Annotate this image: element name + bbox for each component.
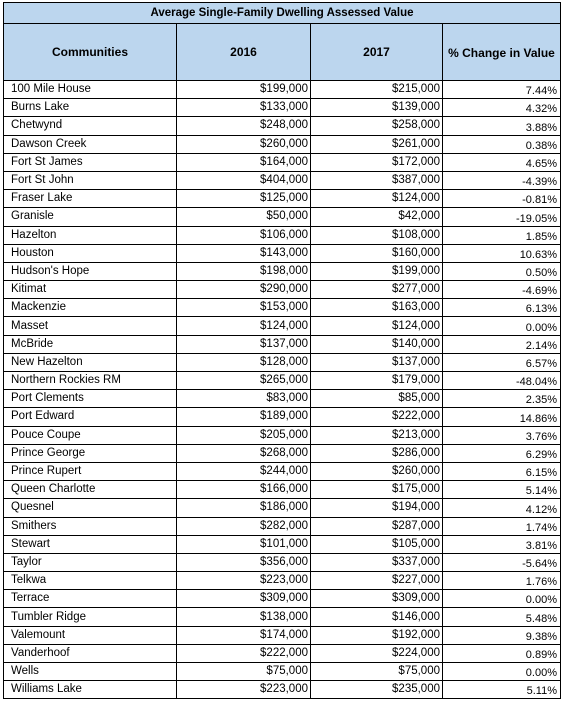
- community-cell: Mackenzie: [4, 299, 177, 317]
- value-2016-cell: $356,000: [177, 553, 311, 571]
- value-2017-cell: $108,000: [311, 226, 443, 244]
- value-2017-cell: $215,000: [311, 81, 443, 99]
- value-2016-cell: $174,000: [177, 626, 311, 644]
- table-row: [4, 626, 561, 644]
- value-2016-cell: $282,000: [177, 517, 311, 535]
- value-2017-cell: $387,000: [311, 171, 443, 189]
- community-cell: Quesnel: [4, 499, 177, 517]
- table-row: [4, 535, 561, 553]
- value-2017-cell: $258,000: [311, 117, 443, 135]
- pct-change-cell: -0.81%: [443, 190, 561, 208]
- table-row: [4, 353, 561, 371]
- value-2017-cell: $124,000: [311, 317, 443, 335]
- table-row: [4, 481, 561, 499]
- table-row: [4, 426, 561, 444]
- table-row: [4, 663, 561, 681]
- table-row: [4, 517, 561, 535]
- pct-change-cell: -48.04%: [443, 372, 561, 390]
- value-2016-cell: $101,000: [177, 535, 311, 553]
- value-2017-cell: $163,000: [311, 299, 443, 317]
- community-cell: Houston: [4, 244, 177, 262]
- header-communities: Communities: [4, 24, 177, 81]
- value-2016-cell: $223,000: [177, 681, 311, 699]
- table-title: Average Single-Family Dwelling Assessed Value: [4, 3, 561, 24]
- community-cell: Burns Lake: [4, 99, 177, 117]
- value-2017-cell: $222,000: [311, 408, 443, 426]
- pct-change-cell: 6.13%: [443, 299, 561, 317]
- value-2016-cell: $223,000: [177, 572, 311, 590]
- table-row: [4, 590, 561, 608]
- value-2017-cell: $261,000: [311, 135, 443, 153]
- community-cell: Williams Lake: [4, 681, 177, 699]
- value-2016-cell: $199,000: [177, 81, 311, 99]
- pct-change-cell: 2.14%: [443, 335, 561, 353]
- value-2017-cell: $235,000: [311, 681, 443, 699]
- pct-change-cell: 3.76%: [443, 426, 561, 444]
- pct-change-cell: 0.89%: [443, 644, 561, 662]
- pct-change-cell: 5.48%: [443, 608, 561, 626]
- pct-change-cell: 0.38%: [443, 135, 561, 153]
- community-cell: Taylor: [4, 553, 177, 571]
- value-2017-cell: $227,000: [311, 572, 443, 590]
- pct-change-cell: 2.35%: [443, 390, 561, 408]
- value-2016-cell: $205,000: [177, 426, 311, 444]
- value-2016-cell: $290,000: [177, 281, 311, 299]
- table-row: [4, 644, 561, 662]
- value-2017-cell: $199,000: [311, 262, 443, 280]
- community-cell: Port Edward: [4, 408, 177, 426]
- value-2017-cell: $140,000: [311, 335, 443, 353]
- pct-change-cell: 1.76%: [443, 572, 561, 590]
- value-2017-cell: $172,000: [311, 153, 443, 171]
- table-row: [4, 553, 561, 571]
- pct-change-cell: -4.69%: [443, 281, 561, 299]
- community-cell: Port Clements: [4, 390, 177, 408]
- value-2016-cell: $222,000: [177, 644, 311, 662]
- table-row: [4, 608, 561, 626]
- value-2016-cell: $106,000: [177, 226, 311, 244]
- pct-change-cell: 0.00%: [443, 663, 561, 681]
- header-2017: 2017: [311, 24, 443, 81]
- pct-change-cell: 4.12%: [443, 499, 561, 517]
- community-cell: Hazelton: [4, 226, 177, 244]
- pct-change-cell: 4.65%: [443, 153, 561, 171]
- pct-change-cell: 9.38%: [443, 626, 561, 644]
- community-cell: Dawson Creek: [4, 135, 177, 153]
- pct-change-cell: 7.44%: [443, 81, 561, 99]
- value-2016-cell: $83,000: [177, 390, 311, 408]
- community-cell: Pouce Coupe: [4, 426, 177, 444]
- community-cell: Fort St John: [4, 171, 177, 189]
- table-row: [4, 208, 561, 226]
- pct-change-cell: 0.50%: [443, 262, 561, 280]
- value-2016-cell: $244,000: [177, 462, 311, 480]
- value-2016-cell: $153,000: [177, 299, 311, 317]
- table-row: [4, 335, 561, 353]
- community-cell: Telkwa: [4, 572, 177, 590]
- value-2017-cell: $139,000: [311, 99, 443, 117]
- pct-change-cell: 6.15%: [443, 462, 561, 480]
- value-2017-cell: $194,000: [311, 499, 443, 517]
- value-2016-cell: $166,000: [177, 481, 311, 499]
- community-cell: New Hazelton: [4, 353, 177, 371]
- pct-change-cell: 14.86%: [443, 408, 561, 426]
- assessed-value-table: [3, 2, 561, 699]
- pct-change-cell: -19.05%: [443, 208, 561, 226]
- value-2016-cell: $248,000: [177, 117, 311, 135]
- value-2016-cell: $143,000: [177, 244, 311, 262]
- value-2016-cell: $128,000: [177, 353, 311, 371]
- value-2016-cell: $404,000: [177, 171, 311, 189]
- value-2017-cell: $213,000: [311, 426, 443, 444]
- value-2017-cell: $179,000: [311, 372, 443, 390]
- value-2016-cell: $138,000: [177, 608, 311, 626]
- value-2016-cell: $50,000: [177, 208, 311, 226]
- pct-change-cell: 6.29%: [443, 444, 561, 462]
- community-cell: Smithers: [4, 517, 177, 535]
- pct-change-cell: 5.11%: [443, 681, 561, 699]
- pct-change-cell: 0.00%: [443, 317, 561, 335]
- pct-change-cell: 0.00%: [443, 590, 561, 608]
- community-cell: Granisle: [4, 208, 177, 226]
- value-2016-cell: $124,000: [177, 317, 311, 335]
- table-row: [4, 153, 561, 171]
- table-row: [4, 244, 561, 262]
- value-2016-cell: $309,000: [177, 590, 311, 608]
- community-cell: 100 Mile House: [4, 81, 177, 99]
- value-2017-cell: $260,000: [311, 462, 443, 480]
- community-cell: McBride: [4, 335, 177, 353]
- table-row: [4, 372, 561, 390]
- table-row: [4, 681, 561, 699]
- value-2017-cell: $124,000: [311, 190, 443, 208]
- header-pct-change: % Change in Value: [443, 24, 561, 81]
- table-row: [4, 135, 561, 153]
- value-2017-cell: $160,000: [311, 244, 443, 262]
- value-2017-cell: $337,000: [311, 553, 443, 571]
- table-row: [4, 408, 561, 426]
- community-cell: Masset: [4, 317, 177, 335]
- table-row: [4, 499, 561, 517]
- value-2017-cell: $85,000: [311, 390, 443, 408]
- table-row: [4, 81, 561, 99]
- header-2016: 2016: [177, 24, 311, 81]
- community-cell: Prince George: [4, 444, 177, 462]
- pct-change-cell: 3.88%: [443, 117, 561, 135]
- community-cell: Vanderhoof: [4, 644, 177, 662]
- table-row: [4, 117, 561, 135]
- community-cell: Chetwynd: [4, 117, 177, 135]
- value-2016-cell: $125,000: [177, 190, 311, 208]
- pct-change-cell: 4.32%: [443, 99, 561, 117]
- value-2016-cell: $189,000: [177, 408, 311, 426]
- value-2016-cell: $268,000: [177, 444, 311, 462]
- value-2017-cell: $309,000: [311, 590, 443, 608]
- value-2016-cell: $133,000: [177, 99, 311, 117]
- table-body: [4, 81, 561, 699]
- table-row: [4, 281, 561, 299]
- pct-change-cell: 1.74%: [443, 517, 561, 535]
- value-2017-cell: $224,000: [311, 644, 443, 662]
- community-cell: Stewart: [4, 535, 177, 553]
- table-row: [4, 99, 561, 117]
- value-2017-cell: $286,000: [311, 444, 443, 462]
- value-2017-cell: $175,000: [311, 481, 443, 499]
- community-cell: Queen Charlotte: [4, 481, 177, 499]
- community-cell: Tumbler Ridge: [4, 608, 177, 626]
- table-row: [4, 171, 561, 189]
- community-cell: Kitimat: [4, 281, 177, 299]
- pct-change-cell: 10.63%: [443, 244, 561, 262]
- table-row: [4, 444, 561, 462]
- pct-change-cell: 5.14%: [443, 481, 561, 499]
- community-cell: Terrace: [4, 590, 177, 608]
- community-cell: Valemount: [4, 626, 177, 644]
- header-row: [4, 24, 561, 81]
- value-2017-cell: $192,000: [311, 626, 443, 644]
- value-2016-cell: $198,000: [177, 262, 311, 280]
- value-2016-cell: $265,000: [177, 372, 311, 390]
- community-cell: Prince Rupert: [4, 462, 177, 480]
- value-2017-cell: $137,000: [311, 353, 443, 371]
- value-2016-cell: $164,000: [177, 153, 311, 171]
- table-row: [4, 262, 561, 280]
- pct-change-cell: 3.81%: [443, 535, 561, 553]
- table-row: [4, 299, 561, 317]
- community-cell: Fort St James: [4, 153, 177, 171]
- value-2016-cell: $186,000: [177, 499, 311, 517]
- pct-change-cell: 6.57%: [443, 353, 561, 371]
- value-2017-cell: $42,000: [311, 208, 443, 226]
- table-row: [4, 226, 561, 244]
- value-2016-cell: $137,000: [177, 335, 311, 353]
- pct-change-cell: 1.85%: [443, 226, 561, 244]
- table-row: [4, 390, 561, 408]
- value-2017-cell: $75,000: [311, 663, 443, 681]
- community-cell: Fraser Lake: [4, 190, 177, 208]
- table-row: [4, 572, 561, 590]
- community-cell: Wells: [4, 663, 177, 681]
- value-2017-cell: $105,000: [311, 535, 443, 553]
- table-row: [4, 462, 561, 480]
- value-2017-cell: $287,000: [311, 517, 443, 535]
- community-cell: Northern Rockies RM: [4, 372, 177, 390]
- value-2016-cell: $75,000: [177, 663, 311, 681]
- pct-change-cell: -4.39%: [443, 171, 561, 189]
- value-2017-cell: $277,000: [311, 281, 443, 299]
- community-cell: Hudson's Hope: [4, 262, 177, 280]
- table-row: [4, 317, 561, 335]
- value-2016-cell: $260,000: [177, 135, 311, 153]
- pct-change-cell: -5.64%: [443, 553, 561, 571]
- table-row: [4, 190, 561, 208]
- value-2017-cell: $146,000: [311, 608, 443, 626]
